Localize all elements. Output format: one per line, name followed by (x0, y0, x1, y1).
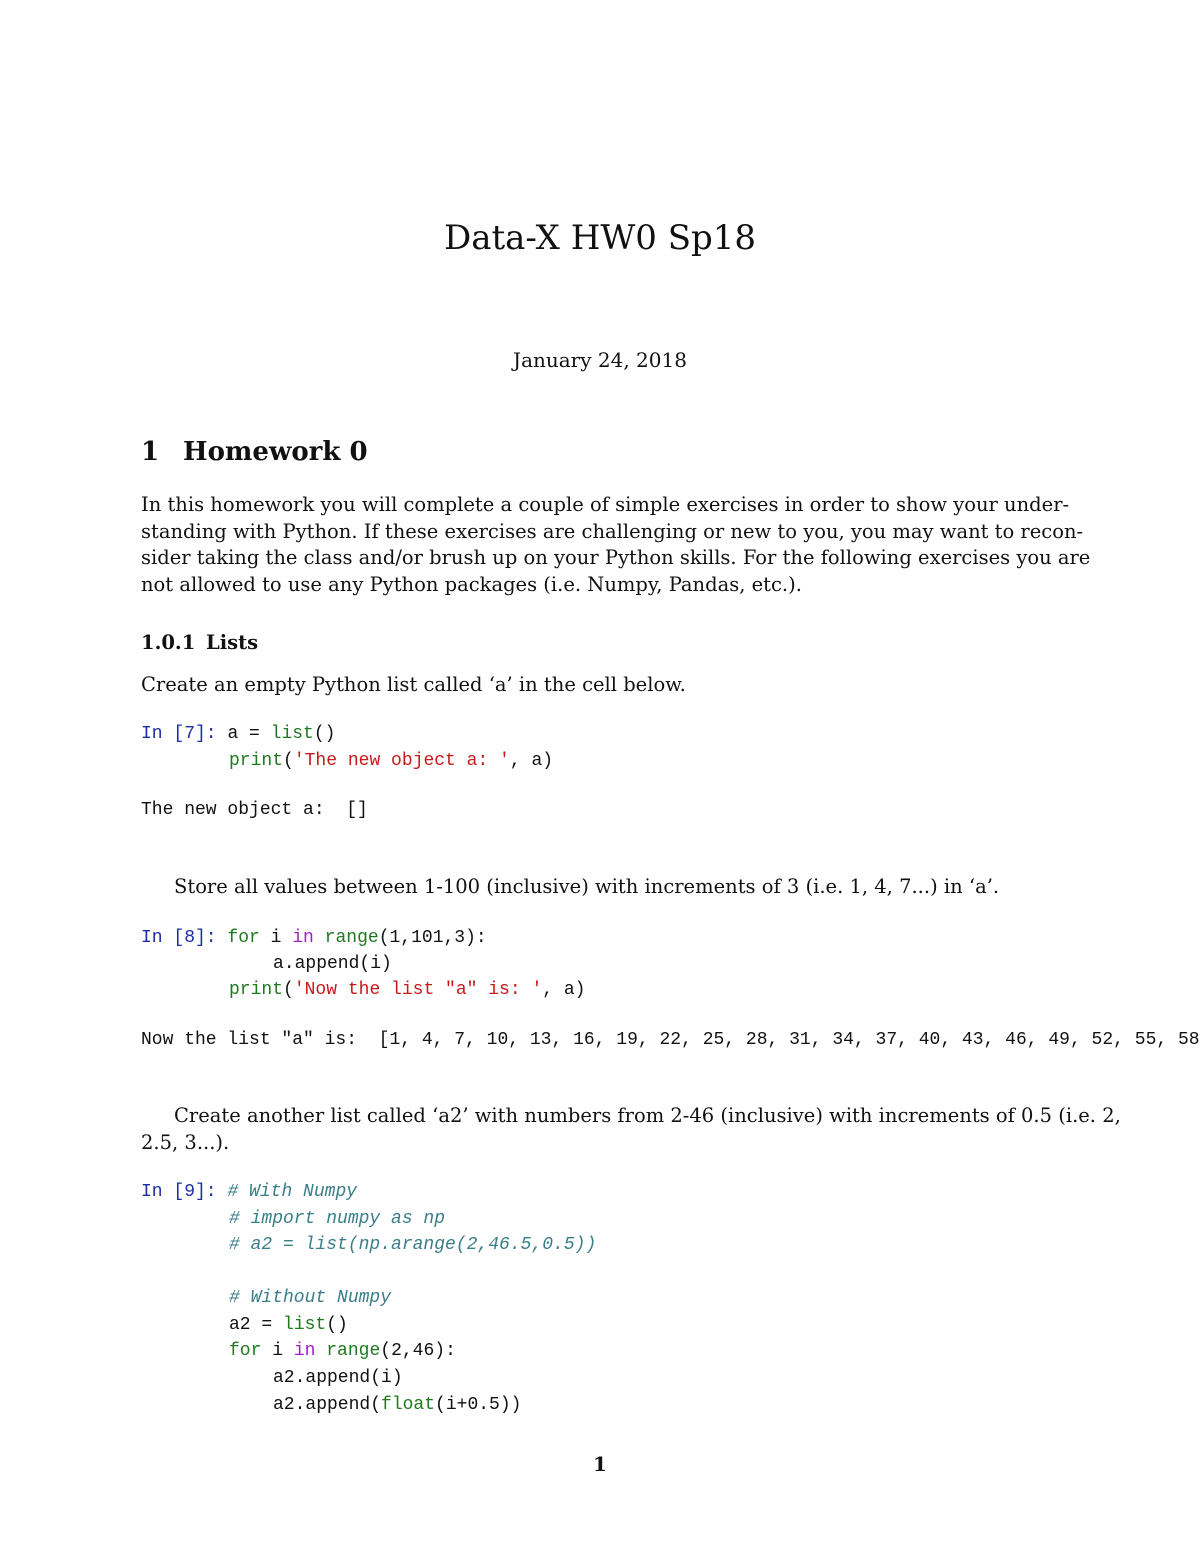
cell-7-output: The new object a: [] (141, 800, 368, 820)
subsection-title: Lists (206, 631, 259, 654)
code-cell-9-line-for: for i in range(2,46): (229, 1341, 456, 1361)
subsection-number: 1.0.1 (141, 631, 196, 654)
section-number: 1 (141, 437, 160, 467)
code-cell-9-comment-4: # Without Numpy (229, 1288, 392, 1308)
code-cell-9-comment-2: # import numpy as np (229, 1209, 446, 1229)
code-cell-7-line-1: In [7]: a = list() (141, 724, 336, 744)
instruction-another-list-line-1: Create another list called ‘a2’ with numbers from 2-46 (inclusive) with increments of 0.5 (i.e. 2, (174, 1104, 1121, 1127)
intro-line-4: not allowed to use any Python packages (i.e. Numpy, Pandas, etc.). (141, 573, 802, 596)
section-title: Homework 0 (183, 437, 368, 467)
page-number: 1 (593, 1452, 607, 1476)
cell-prompt: In [7]: (141, 724, 217, 744)
instruction-store-values: Store all values between 1-100 (inclusive) with increments of 3 (i.e. 1, 4, 7...) in ‘a’. (174, 875, 1000, 898)
intro-line-1: In this homework you will complete a couple of simple exercises in order to show your under- (141, 493, 1070, 516)
document-date: January 24, 2018 (513, 348, 687, 372)
cell-prompt: In [8]: (141, 928, 217, 948)
intro-line-3: sider taking the class and/or brush up on your Python skills. For the following exercises you are (141, 546, 1091, 569)
code-cell-9-comment-3: # a2 = list(np.arange(2,46.5,0.5)) (229, 1235, 597, 1255)
intro-line-2: standing with Python. If these exercises are challenging or new to you, you may want to recon- (141, 520, 1084, 543)
code-cell-9-line-append-2: a2.append(float(i+0.5)) (273, 1395, 522, 1415)
code-cell-8-line-2: a.append(i) (273, 954, 392, 974)
code-cell-8-line-3: print('Now the list "a" is: ', a) (229, 980, 586, 1000)
code-cell-7-line-2: print('The new object a: ', a) (229, 751, 554, 771)
section-heading (141, 437, 368, 467)
code-cell-8-line-1: In [8]: for i in range(1,101,3): (141, 928, 487, 948)
instruction-create-list: Create an empty Python list called ‘a’ in the cell below. (141, 673, 686, 696)
subsection-heading (141, 631, 258, 654)
cell-8-output: Now the list "a" is: [1, 4, 7, 10, 13, 16, 19, 22, 25, 28, 31, 34, 37, 40, 43, 46, 49, 52, 55, 58 (141, 1030, 1200, 1050)
code-cell-9-line-append-1: a2.append(i) (273, 1368, 403, 1388)
code-cell-9-line-1: In [9]: # With Numpy (141, 1182, 358, 1202)
cell-prompt: In [9]: (141, 1182, 217, 1202)
instruction-another-list-line-2: 2.5, 3...). (141, 1131, 230, 1154)
code-cell-9-line-a2: a2 = list() (229, 1315, 348, 1335)
document-title: Data-X HW0 Sp18 (443, 218, 757, 258)
